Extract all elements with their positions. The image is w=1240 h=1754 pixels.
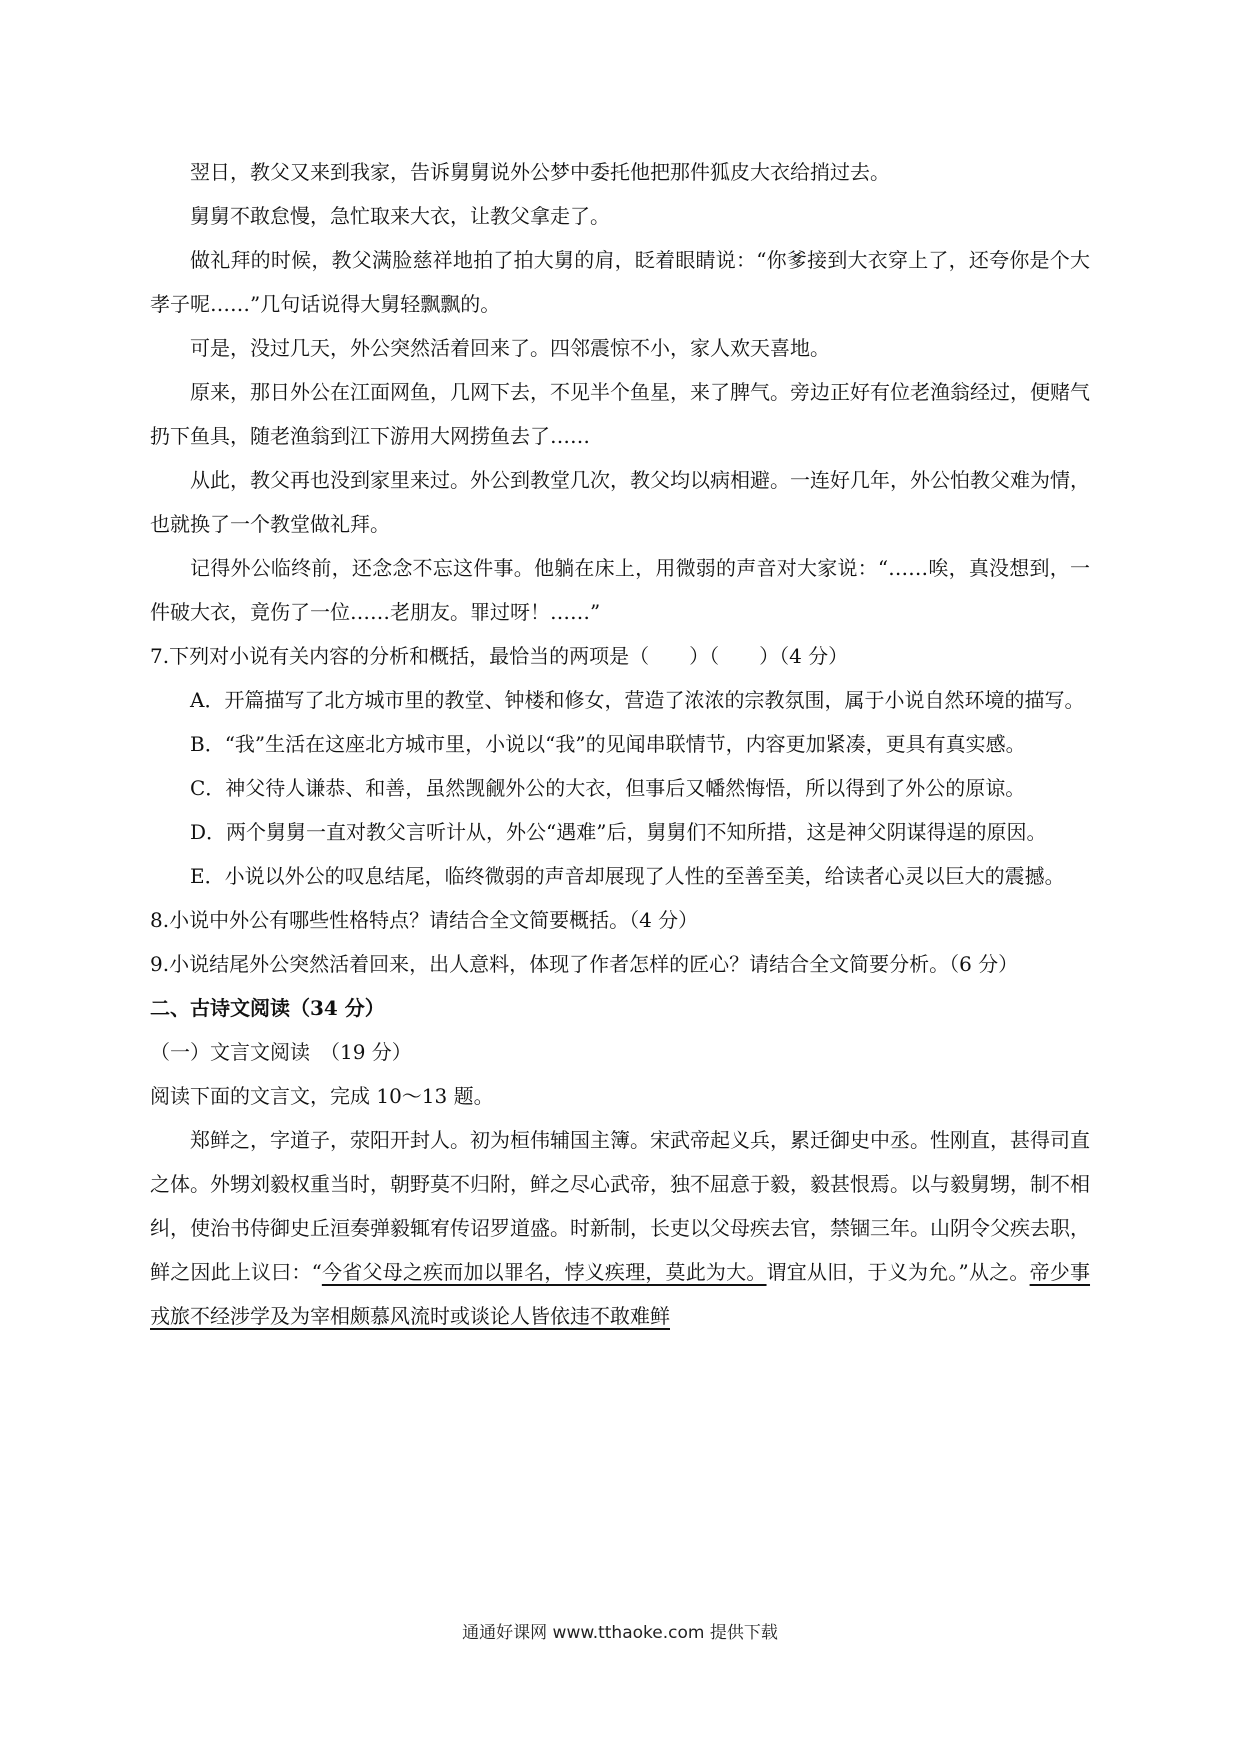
question-7-option-c: C．神父待人谦恭、和善，虽然觊觎外公的大衣，但事后又幡然悔悟，所以得到了外公的原谅。: [190, 776, 1026, 800]
underlined-sentence-2: 帝少事戎旅不经涉学及为宰相颇慕风流时或谈论人皆依违不敢难鲜: [150, 1260, 1091, 1328]
question-7-option-e: E．小说以外公的叹息结尾，临终微弱的声音却展现了人性的至善至美，给读者心灵以巨大的震撼。: [190, 864, 1065, 888]
story-paragraph: 翌日，教父又来到我家，告诉舅舅说外公梦中委托他把那件狐皮大衣给捎过去。: [190, 160, 890, 184]
section-2-instruction: 阅读下面的文言文，完成 10～13 题。: [150, 1084, 494, 1108]
question-8: 8.小说中外公有哪些性格特点？请结合全文简要概括。（4 分）: [150, 908, 699, 932]
story-paragraph: 可是，没过几天，外公突然活着回来了。四邻震惊不小，家人欢天喜地。: [190, 336, 830, 360]
story-paragraph: 做礼拜的时候，教父满脸慈祥地拍了拍大舅的肩，眨着眼睛说：“你爹接到大衣穿上了，还夸你是个大孝子呢……”几句话说得大舅轻飘飘的。: [150, 248, 1090, 316]
document-body: [150, 150, 1090, 1338]
story-paragraph: 舅舅不敢怠慢，急忙取来大衣，让教父拿走了。: [190, 204, 610, 228]
section-2-subtitle: （一）文言文阅读 （19 分）: [150, 1040, 412, 1064]
underlined-sentence-1: 今省父母之疾而加以罪名，悖义疾理，莫此为大。: [321, 1260, 767, 1284]
story-paragraph: 原来，那日外公在江面网鱼，几网下去，不见半个鱼星，来了脾气。旁边正好有位老渔翁经过，便赌气扔下鱼具，随老渔翁到江下游用大网捞鱼去了……: [150, 380, 1090, 448]
question-9: 9.小说结尾外公突然活着回来，出人意料，体现了作者怎样的匠心？请结合全文简要分析。（6 分）: [150, 952, 1019, 976]
question-7-option-b: B．“我”生活在这座北方城市里，小说以“我”的见闻串联情节，内容更加紧凑，更具有真实感。: [190, 732, 1026, 756]
question-7-stem: 7.下列对小说有关内容的分析和概括，最恰当的两项是（ ）（ ）（4 分）: [150, 644, 849, 668]
question-7-option-a: A．开篇描写了北方城市里的教堂、钟楼和修女，营造了浓浓的宗教氛围，属于小说自然环境的描写。: [190, 688, 1085, 712]
section-2-title: 二、古诗文阅读（34 分）: [150, 996, 385, 1020]
classical-passage-text: 郑鲜之，字道子，荥阳开封人。初为桓伟辅国主簿。宋武帝起义兵，累迁御史中丞。性刚直，甚得司直之体。外甥刘毅权重当时，朝野莫不归附，鲜之尽心武帝，独不屈意于毅，毅甚恨焉。以与毅舅甥，制不相纠，使治书侍御史丘洹奏弹毅辄宥传诏罗道盛。时新制，长吏以父母疾去官，禁锢三年。山阴令父疾去职，鲜之因此上议曰：“: [150, 1128, 1090, 1284]
classical-passage: [150, 1118, 1090, 1338]
story-paragraph: 记得外公临终前，还念念不忘这件事。他躺在床上，用微弱的声音对大家说：“……唉，真没想到，一件破大衣，竟伤了一位……老朋友。罪过呀！……”: [150, 556, 1090, 624]
classical-passage-text: 谓宜从旧，于义为允。”从之。: [766, 1260, 1030, 1284]
question-7-option-d: D．两个舅舅一直对教父言听计从，外公“遇难”后，舅舅们不知所措，这是神父阴谋得逞的原因。: [190, 820, 1047, 844]
story-paragraph: 从此，教父再也没到家里来过。外公到教堂几次，教父均以病相避。一连好几年，外公怕教父难为情，也就换了一个教堂做礼拜。: [150, 468, 1090, 536]
footer-watermark: 通通好课网 www.tthaoke.com 提供下载: [462, 1623, 778, 1643]
